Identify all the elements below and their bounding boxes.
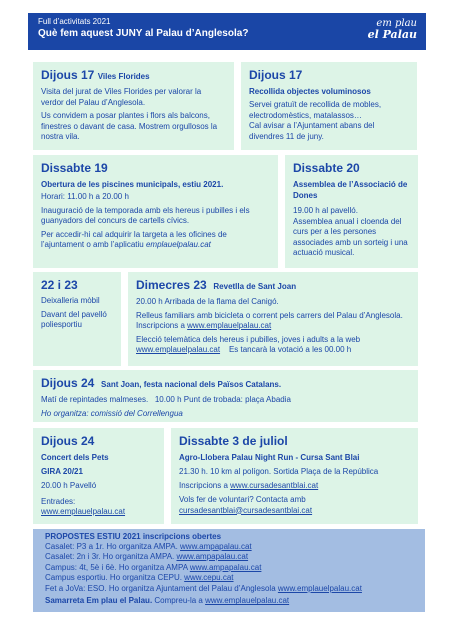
event-text: Vols fer de voluntari? Contacta amb xyxy=(179,495,306,504)
event-title xyxy=(136,278,410,294)
event-subtitle: Revetlla de Sant Joan xyxy=(213,282,297,291)
event-sant-joan xyxy=(33,370,418,422)
tickets-link[interactable]: www.emplauelpalau.cat xyxy=(41,507,126,516)
summer-row xyxy=(45,542,413,553)
event-day: 22 i 23 xyxy=(41,278,78,292)
event-text-part: Per accedir-hi cal adquirir la targeta a les oficines de l’ajuntament o amb l’aplicatiu xyxy=(41,229,227,249)
event-day: Dissabte 19 xyxy=(41,161,108,175)
event-text: Visita del jurat de Viles Florides per valorar la verdor del Palau d’Anglesola. xyxy=(41,87,202,107)
event-subtitle: Viles Florides xyxy=(97,72,150,81)
tshirt-promo-title: Samarreta Em plau el Palau. xyxy=(45,596,153,606)
event-text xyxy=(136,335,410,356)
page-title: Què fem aquest JUNY al Palau d’Anglesola? xyxy=(38,28,249,39)
event-day: Dissabte 20 xyxy=(293,161,360,175)
logo-line-1: em plau xyxy=(376,18,417,29)
volunteer-email-link[interactable]: cursadesantblai@cursadesantblai.cat xyxy=(179,505,313,515)
event-subtitle: Obertura de les piscines municipals, estiu 2021. xyxy=(41,180,224,189)
summer-row-link[interactable]: www.ampapalau.cat xyxy=(189,562,262,572)
event-revetlla xyxy=(128,272,418,366)
summer-proposals xyxy=(33,529,425,612)
event-day: Dijous 17 xyxy=(249,68,303,82)
event-day: Dijous 24 xyxy=(41,434,95,448)
event-text: Matí de repintades malmeses. 10.00 h Punt de trobada: plaça Abadia xyxy=(41,395,291,404)
event-text-part: Elecció telemàtica dels hereus i pubilles, joves i adults a la web xyxy=(136,334,361,344)
registration-link[interactable]: www.cursadesantblai.cat xyxy=(230,480,319,490)
event-deixalleria xyxy=(33,272,121,366)
summer-row-link[interactable]: www.ampapalau.cat xyxy=(176,552,249,562)
event-subtitle: Recollida objectes voluminosos xyxy=(249,87,371,96)
event-title xyxy=(41,376,410,392)
event-text xyxy=(41,230,270,251)
event-text-part: Relleus familiars amb bicicleta o corrent pels carrers del Palau d’Anglesola. Inscripcions a xyxy=(136,310,403,330)
event-text: 20.00 h Arribada de la flama del Canigó. xyxy=(136,297,279,306)
event-text: Assemblea anual i cloenda del curs per a les persones associades amb un sorteig i una actuació musical. xyxy=(293,216,408,257)
event-text-part: Es tancarà la votació a les 00.00 h xyxy=(228,345,352,354)
summer-row xyxy=(45,552,413,563)
summer-heading: PROPOSTES ESTIU 2021 inscripcions obertes xyxy=(45,532,222,541)
event-day: Dijous 17 xyxy=(41,68,95,82)
event-piscines xyxy=(33,155,278,268)
emplauelpalau-link[interactable]: www.emplauelpalau.cat xyxy=(136,345,221,354)
event-subtitle: Assemblea de l’Associació de Dones xyxy=(293,180,408,200)
tshirt-promo xyxy=(45,595,413,606)
event-text: Servei gratuït de recollida de mobles, electrodomèstics, matalassos… xyxy=(249,100,382,120)
summer-row-text: Fet a JoVa: ESO. Ho organitza Ajuntament del Palau d’Anglesola xyxy=(45,583,278,593)
event-day: Dissabte 3 de juliol xyxy=(179,434,288,448)
event-text: Cal avisar a l’Ajuntament abans del divendres 11 de juny. xyxy=(249,121,375,141)
event-text: 19.00 h al pavelló. xyxy=(293,206,358,215)
event-text: 20.00 h Pavelló xyxy=(41,481,97,490)
event-subtitle: Concert dels Pets xyxy=(41,453,109,462)
summer-row-text: Campus: 4t, 5è i 6è. Ho organitza AMPA xyxy=(45,562,190,572)
app-name: emplauelpalau.cat xyxy=(145,240,211,249)
header-banner xyxy=(28,13,426,50)
event-text: Deixalleria mòbil xyxy=(41,296,100,305)
event-day: Dimecres 23 xyxy=(136,278,207,292)
summer-row-link[interactable]: www.emplauelpalau.cat xyxy=(277,583,362,593)
event-text: Ho organitza: comissió del Correllengua xyxy=(41,408,183,418)
logo-line-2: el Palau xyxy=(367,28,417,41)
event-night-run xyxy=(171,428,418,524)
summer-row xyxy=(45,573,413,584)
event-text: Horari: 11.00 h a 20.00 h xyxy=(41,192,129,201)
event-viles-florides xyxy=(33,62,234,150)
event-text xyxy=(136,311,410,332)
event-recollida-objectes xyxy=(241,62,417,150)
event-subtitle: GIRA 20/21 xyxy=(41,467,83,476)
summer-row-link[interactable]: www.ampapalau.cat xyxy=(180,541,252,551)
event-text xyxy=(41,507,156,518)
header-kicker: Full d’activitats 2021 xyxy=(38,17,111,26)
event-text: Entrades: xyxy=(41,496,76,506)
event-text: Us convidem a posar plantes i flors als balcons, finestres o davant de casa. Mostrem orgullosos la nostra vila. xyxy=(41,111,218,141)
event-text: Inauguració de la temporada amb els hereus i pubilles i els guanyadors del concurs de cartells cívics. xyxy=(41,205,250,225)
event-text xyxy=(179,481,410,492)
summer-row-text: Casalet: 2n i 3r. Ho organitza AMPA. xyxy=(45,552,177,562)
summer-row xyxy=(45,584,413,595)
event-text-part: Inscripcions a xyxy=(179,480,231,490)
summer-row xyxy=(45,563,413,574)
event-text xyxy=(179,506,410,517)
event-assemblea-dones xyxy=(285,155,418,268)
tshirt-shop-link[interactable]: www.emplauelpalau.cat xyxy=(205,596,290,606)
summer-row-text: Campus esportiu. Ho organitza CEPU. xyxy=(45,573,185,583)
event-title xyxy=(41,68,226,84)
tshirt-promo-text: Compreu-la a xyxy=(152,596,206,606)
event-text: Davant del pavelló poliesportiu xyxy=(41,309,107,329)
event-subtitle: Sant Joan, festa nacional dels Països Catalans. xyxy=(101,380,282,389)
summer-row-link[interactable]: www.cepu.cat xyxy=(184,573,234,583)
emplauelpalau-link[interactable]: www.emplauelpalau.cat xyxy=(187,321,272,330)
event-text: 21.30 h. 10 km al polígon. Sortida Plaça de la República xyxy=(179,467,379,476)
event-day: Dijous 24 xyxy=(41,376,95,390)
event-subtitle: Agro-Llobera Palau Night Run - Cursa Sant Blai xyxy=(179,453,360,462)
event-concert-pets xyxy=(33,428,164,524)
em-plau-el-palau-logo xyxy=(368,18,417,40)
summer-row-text: Casalet: P3 a 1r. Ho organitza AMPA. xyxy=(45,541,181,551)
